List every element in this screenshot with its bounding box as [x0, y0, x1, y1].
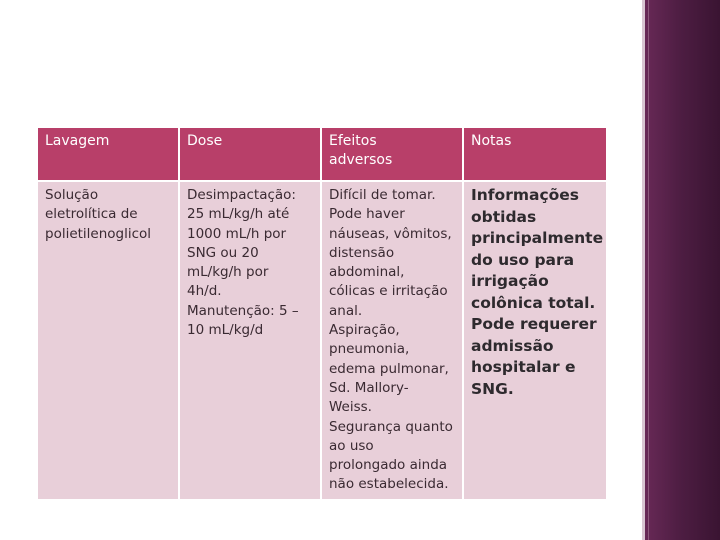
cell-dose-text: Desimpactação: 25 mL/kg/h até 1000 mL/h por SNG ou 20 mL/kg/h por 4h/d. Manutenção: 5 – 10 mL/kg/d [187, 187, 299, 339]
header-notas-label: Notas [471, 133, 512, 149]
cell-notas-text: Informações obtidas principalmente do uso para irrigação colônica total. Pode requerer admissão hospitalar e SNG. [471, 186, 604, 398]
cell-efeitos [321, 181, 463, 500]
header-notas [463, 127, 607, 181]
cell-lavagem [37, 181, 179, 500]
header-lavagem-label: Lavagem [45, 133, 110, 149]
decorative-side-band [642, 0, 720, 540]
cell-dose [179, 181, 321, 500]
cell-efeitos-text: Difícil de tomar. Pode haver náuseas, vômitos, distensão abdominal, cólicas e irritação anal. Aspiração, pneumonia, edema pulmonar, Sd. Mallory- Weiss. Segurança quanto ao uso prolongado ainda não estabelecida. [329, 187, 453, 493]
table-header-row [37, 127, 607, 181]
header-dose [179, 127, 321, 181]
header-lavagem [37, 127, 179, 181]
header-efeitos [321, 127, 463, 181]
table-row [37, 181, 607, 500]
cell-lavagem-text: Solução eletrolítica de polietilenoglicol [45, 187, 152, 242]
header-dose-label: Dose [187, 133, 223, 149]
treatment-table [36, 126, 608, 501]
header-efeitos-label: Efeitos adversos [329, 133, 393, 168]
cell-notas [463, 181, 607, 500]
